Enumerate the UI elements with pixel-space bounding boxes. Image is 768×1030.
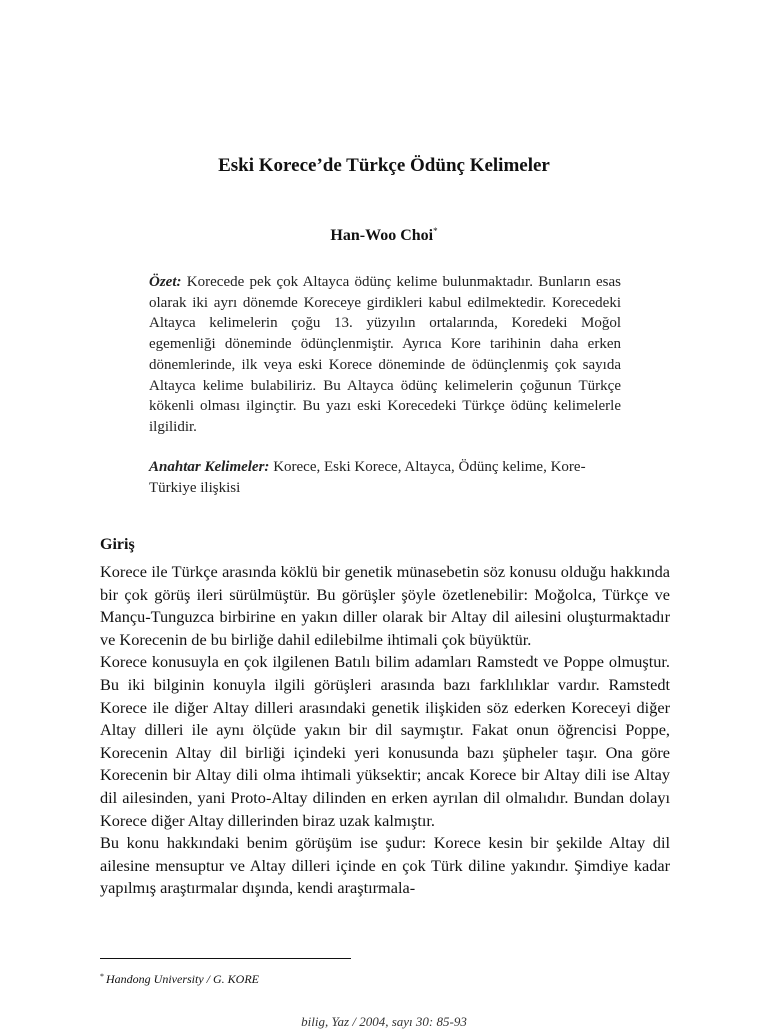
body-paragraph: Bu konu hakkındaki benim görüşüm ise şudur: Korece kesin bir şekilde Altay dil ailesine mensuptur ve Altay dilleri içinde en çok Türk diline yakındır. Şimdiye kadar yapılmış araştırmalar dışında, kendi araştırmala- <box>100 833 670 898</box>
keywords-label: Anahtar Kelimeler: <box>149 459 270 475</box>
paper-title: Eski Korece’de Türkçe Ödünç Kelimeler <box>218 155 550 176</box>
keywords-text: Korece, Eski Korece, Altayca, Ödünç kelime, Kore-Türkiye ilişkisi <box>149 459 586 496</box>
body-text <box>100 561 670 900</box>
section-heading: Giriş <box>100 536 135 553</box>
footnote-text: Handong University / G. KORE <box>106 972 259 986</box>
abstract-label: Özet: <box>149 274 182 290</box>
footnote-divider <box>100 958 351 959</box>
running-footer: bilig, Yaz / 2004, sayı 30: 85-93 <box>301 1014 467 1029</box>
abstract-text: Korecede pek çok Altayca ödünç kelime bulunmaktadır. Bunların esas olarak iki ayrı dönemde Koreceye girdikleri kabul edilmektedir. Korecedeki Altayca kelimelerin çoğu 13. yüzyılın ortalarında, Koredeki Moğol egemenliği döneminde ödünçlenmiştir. Ayrıca Kore tarihinin daha erken dönemlerinde, ilk veya eski Korece döneminde de ödünçlenmiş çok sayıda Altayca kelime bulabiliriz. Bu Altayca ödünç kelimelerin çoğunun Türkçe kökenli olması ilginçtir. Bu yazı eski Korecedeki Türkçe ödünç kelimelerle ilgilidir. <box>149 274 622 435</box>
body-paragraph: Korece konusuyla en çok ilgilenen Batılı bilim adamları Ramstedt ve Poppe olmuştur. Bu iki bilginin konuyla ilgili görüşleri arasında bazı farklılıklar vardır. Ramstedt Korece ile diğer Altay dilleri arasındaki genetik ilişkiden söz ederken Koreceyi diğer Altay dilleri ile aynı ölçüde yakın bir dil saymıştır. Fakat onun öğrencisi Poppe, Korecenin Altay dil birliği içindeki yeri konusunda bazı şüpheler taşır. Ona göre Korecenin bir Altay dili olma ihtimali yüksektir; ancak Korece bir Altay dili ise Altay dil ailesinden, yani Proto-Altay dilinden en erken ayrılan dil olmalıdır. Bundan dolayı Korece diğer Altay dillerinden biraz uzak kalmıştır. <box>100 652 670 830</box>
body-paragraph: Korece ile Türkçe arasında köklü bir genetik münasebetin söz konusu olduğu hakkında bir çok görüş ileri sürülmüştür. Bu görüşler şöyle özetlenebilir: Moğolca, Türkçe ve Mançu-Tunguzca birbirine en yakın diller olarak bir Altay dil ailesini oluşturmaktadır ve Korecenin de bu birliğe dahil edilebilme ihtimali çok büyüktür. <box>100 562 670 649</box>
abstract <box>149 272 621 438</box>
author-footnote-mark: * <box>433 226 438 236</box>
author-name <box>0 226 768 245</box>
footnote-mark: * <box>100 972 104 981</box>
keywords <box>149 457 621 499</box>
author-name-text: Han-Woo Choi <box>330 227 434 244</box>
footnote <box>100 972 259 987</box>
